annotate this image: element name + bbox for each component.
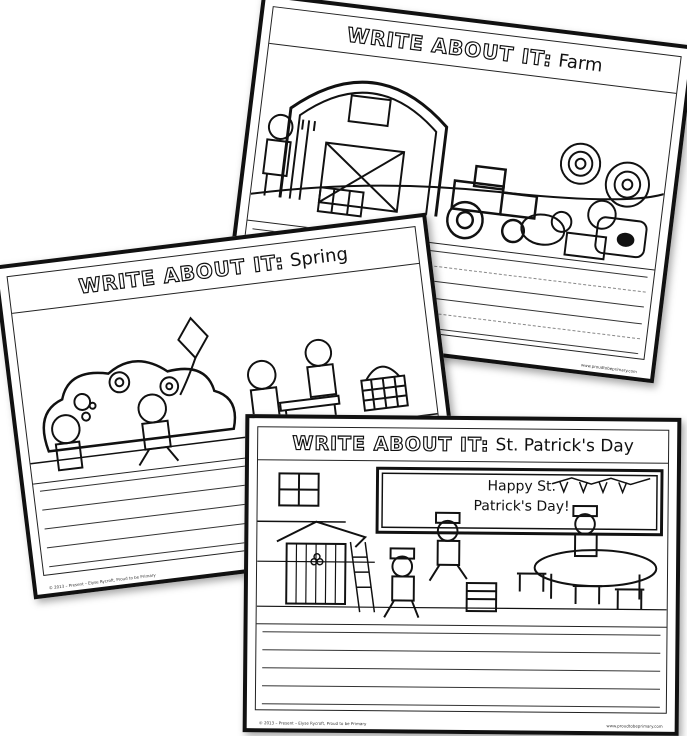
board-line-1: Happy St.	[487, 478, 557, 495]
classroom-scene	[257, 461, 668, 628]
stools-and-table-icon	[517, 549, 657, 609]
crate-icon	[467, 583, 497, 611]
title-write-about-it: WRITE ABOUT IT:	[77, 249, 286, 299]
flower-icon	[71, 365, 179, 411]
leprechaun-icon	[384, 504, 597, 619]
worksheet-st-patricks	[243, 414, 682, 736]
boy-running-icon	[131, 392, 178, 465]
title-topic: Spring	[288, 243, 349, 272]
footer-copyright: © 2013 – Present – Elyse Rycroft, Proud to be Primary	[48, 572, 156, 591]
hay-bale-icon	[318, 187, 364, 216]
title-write-about-it: WRITE ABOUT IT:	[345, 22, 555, 72]
writing-lines	[262, 631, 661, 717]
tractor-icon	[445, 163, 540, 246]
title-topic: Farm	[557, 49, 604, 77]
bush-icon	[37, 350, 237, 452]
playhouse-icon	[276, 521, 375, 612]
shamrock-icon	[311, 554, 323, 565]
picnic-basket-icon	[360, 364, 408, 410]
board-line-2: Patrick's Day!	[473, 498, 570, 515]
pig-icon	[520, 207, 573, 248]
title-topic: St. Patrick's Day	[495, 435, 634, 457]
cow-icon	[584, 199, 650, 258]
worksheet-frame	[255, 426, 669, 714]
footer-url: www.proudtobeprimary.com	[606, 723, 663, 729]
worksheet-title	[258, 427, 668, 464]
footer-copyright: © 2013 – Present – Elyse Rycroft, Proud to be Primary	[258, 720, 367, 727]
title-write-about-it: WRITE ABOUT IT:	[292, 432, 490, 457]
chalkboard-text	[458, 476, 586, 517]
hay-bale-icon	[564, 233, 606, 260]
window-icon	[279, 473, 319, 505]
footer-url: www.proudtobeprimary.com	[580, 362, 638, 375]
